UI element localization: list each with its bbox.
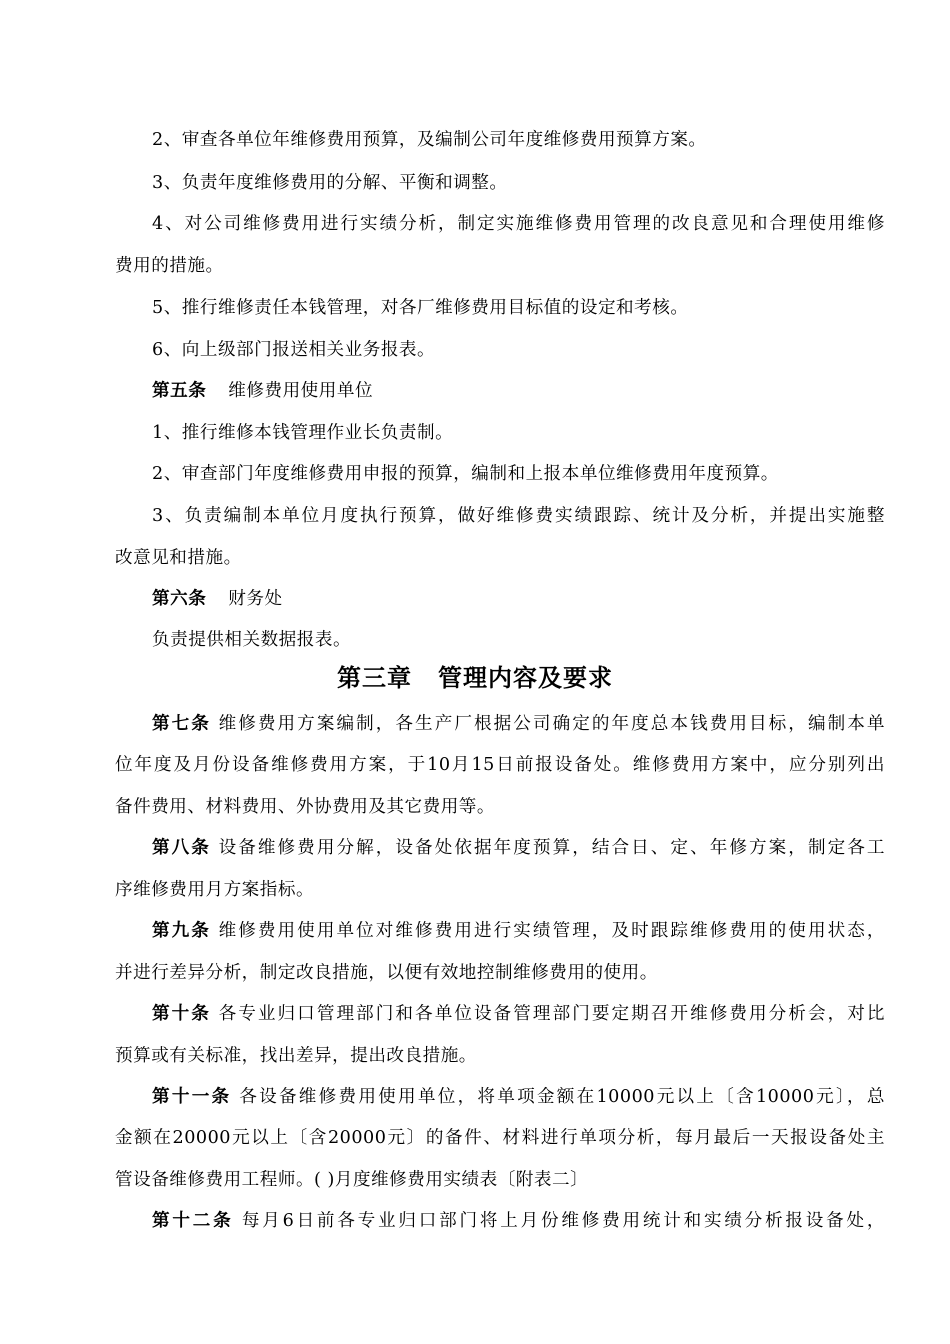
article-title: 财务处 bbox=[228, 589, 283, 609]
paragraph-line: 4、对公司维修费用进行实绩分析，制定实施维修费用管理的改良意见和合理使用维修 bbox=[152, 214, 885, 234]
paragraph-line: 1、推行维修本钱管理作业长负责制。 bbox=[152, 423, 454, 443]
paragraph-line: 费用的措施。 bbox=[115, 256, 224, 276]
paragraph-line: 备件费用、材料费用、外协费用及其它费用等。 bbox=[115, 797, 495, 817]
article-6-heading bbox=[152, 587, 885, 611]
article-11-line-1: 第十一条 各设备维修费用使用单位，将单项金额在10000元以上〔含10000元〕，总 bbox=[152, 1086, 885, 1107]
chapter-heading bbox=[0, 663, 950, 693]
article-number: 第十一条 bbox=[152, 1086, 232, 1107]
paragraph-line: 3、负责编制本单位月度执行预算，做好维修费实绩跟踪、统计及分析，并提出实施整 bbox=[152, 506, 885, 526]
article-7-line-1: 第七条 维修费用方案编制，各生产厂根据公司确定的年度总本钱费用目标，编制本单 bbox=[152, 713, 885, 734]
article-number: 第九条 bbox=[152, 920, 211, 941]
article-8-line-1: 第八条 设备维修费用分解，设备处依据年度预算，结合日、定、年修方案，制定各工 bbox=[152, 837, 885, 858]
paragraph-line: 序维修费用月方案指标。 bbox=[115, 880, 315, 900]
paragraph-line: 2、审查各单位年维修费用预算，及编制公司年度维修费用预算方案。 bbox=[152, 130, 707, 150]
article-number: 第七条 bbox=[152, 713, 211, 734]
article-number: 第八条 bbox=[152, 837, 211, 858]
article-number: 第十二条 bbox=[152, 1210, 234, 1231]
chapter-title: 管理内容及要求 bbox=[438, 663, 613, 692]
paragraph-line: 3、负责年度维修费用的分解、平衡和调整。 bbox=[152, 173, 508, 193]
article-title: 维修费用使用单位 bbox=[228, 381, 374, 401]
article-12-line-1: 第十二条 每月6日前各专业归口部门将上月份维修费用统计和实绩分析报设备处， bbox=[152, 1210, 885, 1231]
article-9-line-1: 第九条 维修费用使用单位对维修费用进行实绩管理，及时跟踪维修费用的使用状态， bbox=[152, 920, 885, 941]
article-number: 第五条 bbox=[152, 380, 207, 401]
paragraph-line: 预算或有关标准，找出差异，提出改良措施。 bbox=[115, 1046, 477, 1066]
article-5-heading bbox=[152, 379, 885, 403]
paragraph-line: 管设备维修费用工程师。( )月度维修费用实绩表〔附表二〕 bbox=[115, 1170, 589, 1190]
chapter-number: 第三章 bbox=[337, 663, 412, 692]
article-10-line-1: 第十条 各专业归口管理部门和各单位设备管理部门要定期召开维修费用分析会，对比 bbox=[152, 1003, 885, 1024]
paragraph-line: 并进行差异分析，制定改良措施，以便有效地控制维修费用的使用。 bbox=[115, 963, 658, 983]
paragraph-line: 改意见和措施。 bbox=[115, 548, 242, 568]
article-number: 第六条 bbox=[152, 588, 207, 609]
paragraph-line: 位年度及月份设备维修费用方案，于10月15日前报设备处。维修费用方案中，应分别列出 bbox=[115, 755, 885, 775]
paragraph-line: 5、推行维修责任本钱管理，对各厂维修费用目标值的设定和考核。 bbox=[152, 298, 689, 318]
paragraph-line: 金额在20000元以上〔含20000元〕的备件、材料进行单项分析，每月最后一天报设备处主 bbox=[115, 1128, 885, 1148]
paragraph-line: 2、审查部门年度维修费用申报的预算，编制和上报本单位维修费用年度预算。 bbox=[152, 464, 779, 484]
article-number: 第十条 bbox=[152, 1003, 211, 1024]
paragraph-line: 负责提供相关数据报表。 bbox=[152, 630, 352, 650]
paragraph-line: 6、向上级部门报送相关业务报表。 bbox=[152, 340, 436, 360]
